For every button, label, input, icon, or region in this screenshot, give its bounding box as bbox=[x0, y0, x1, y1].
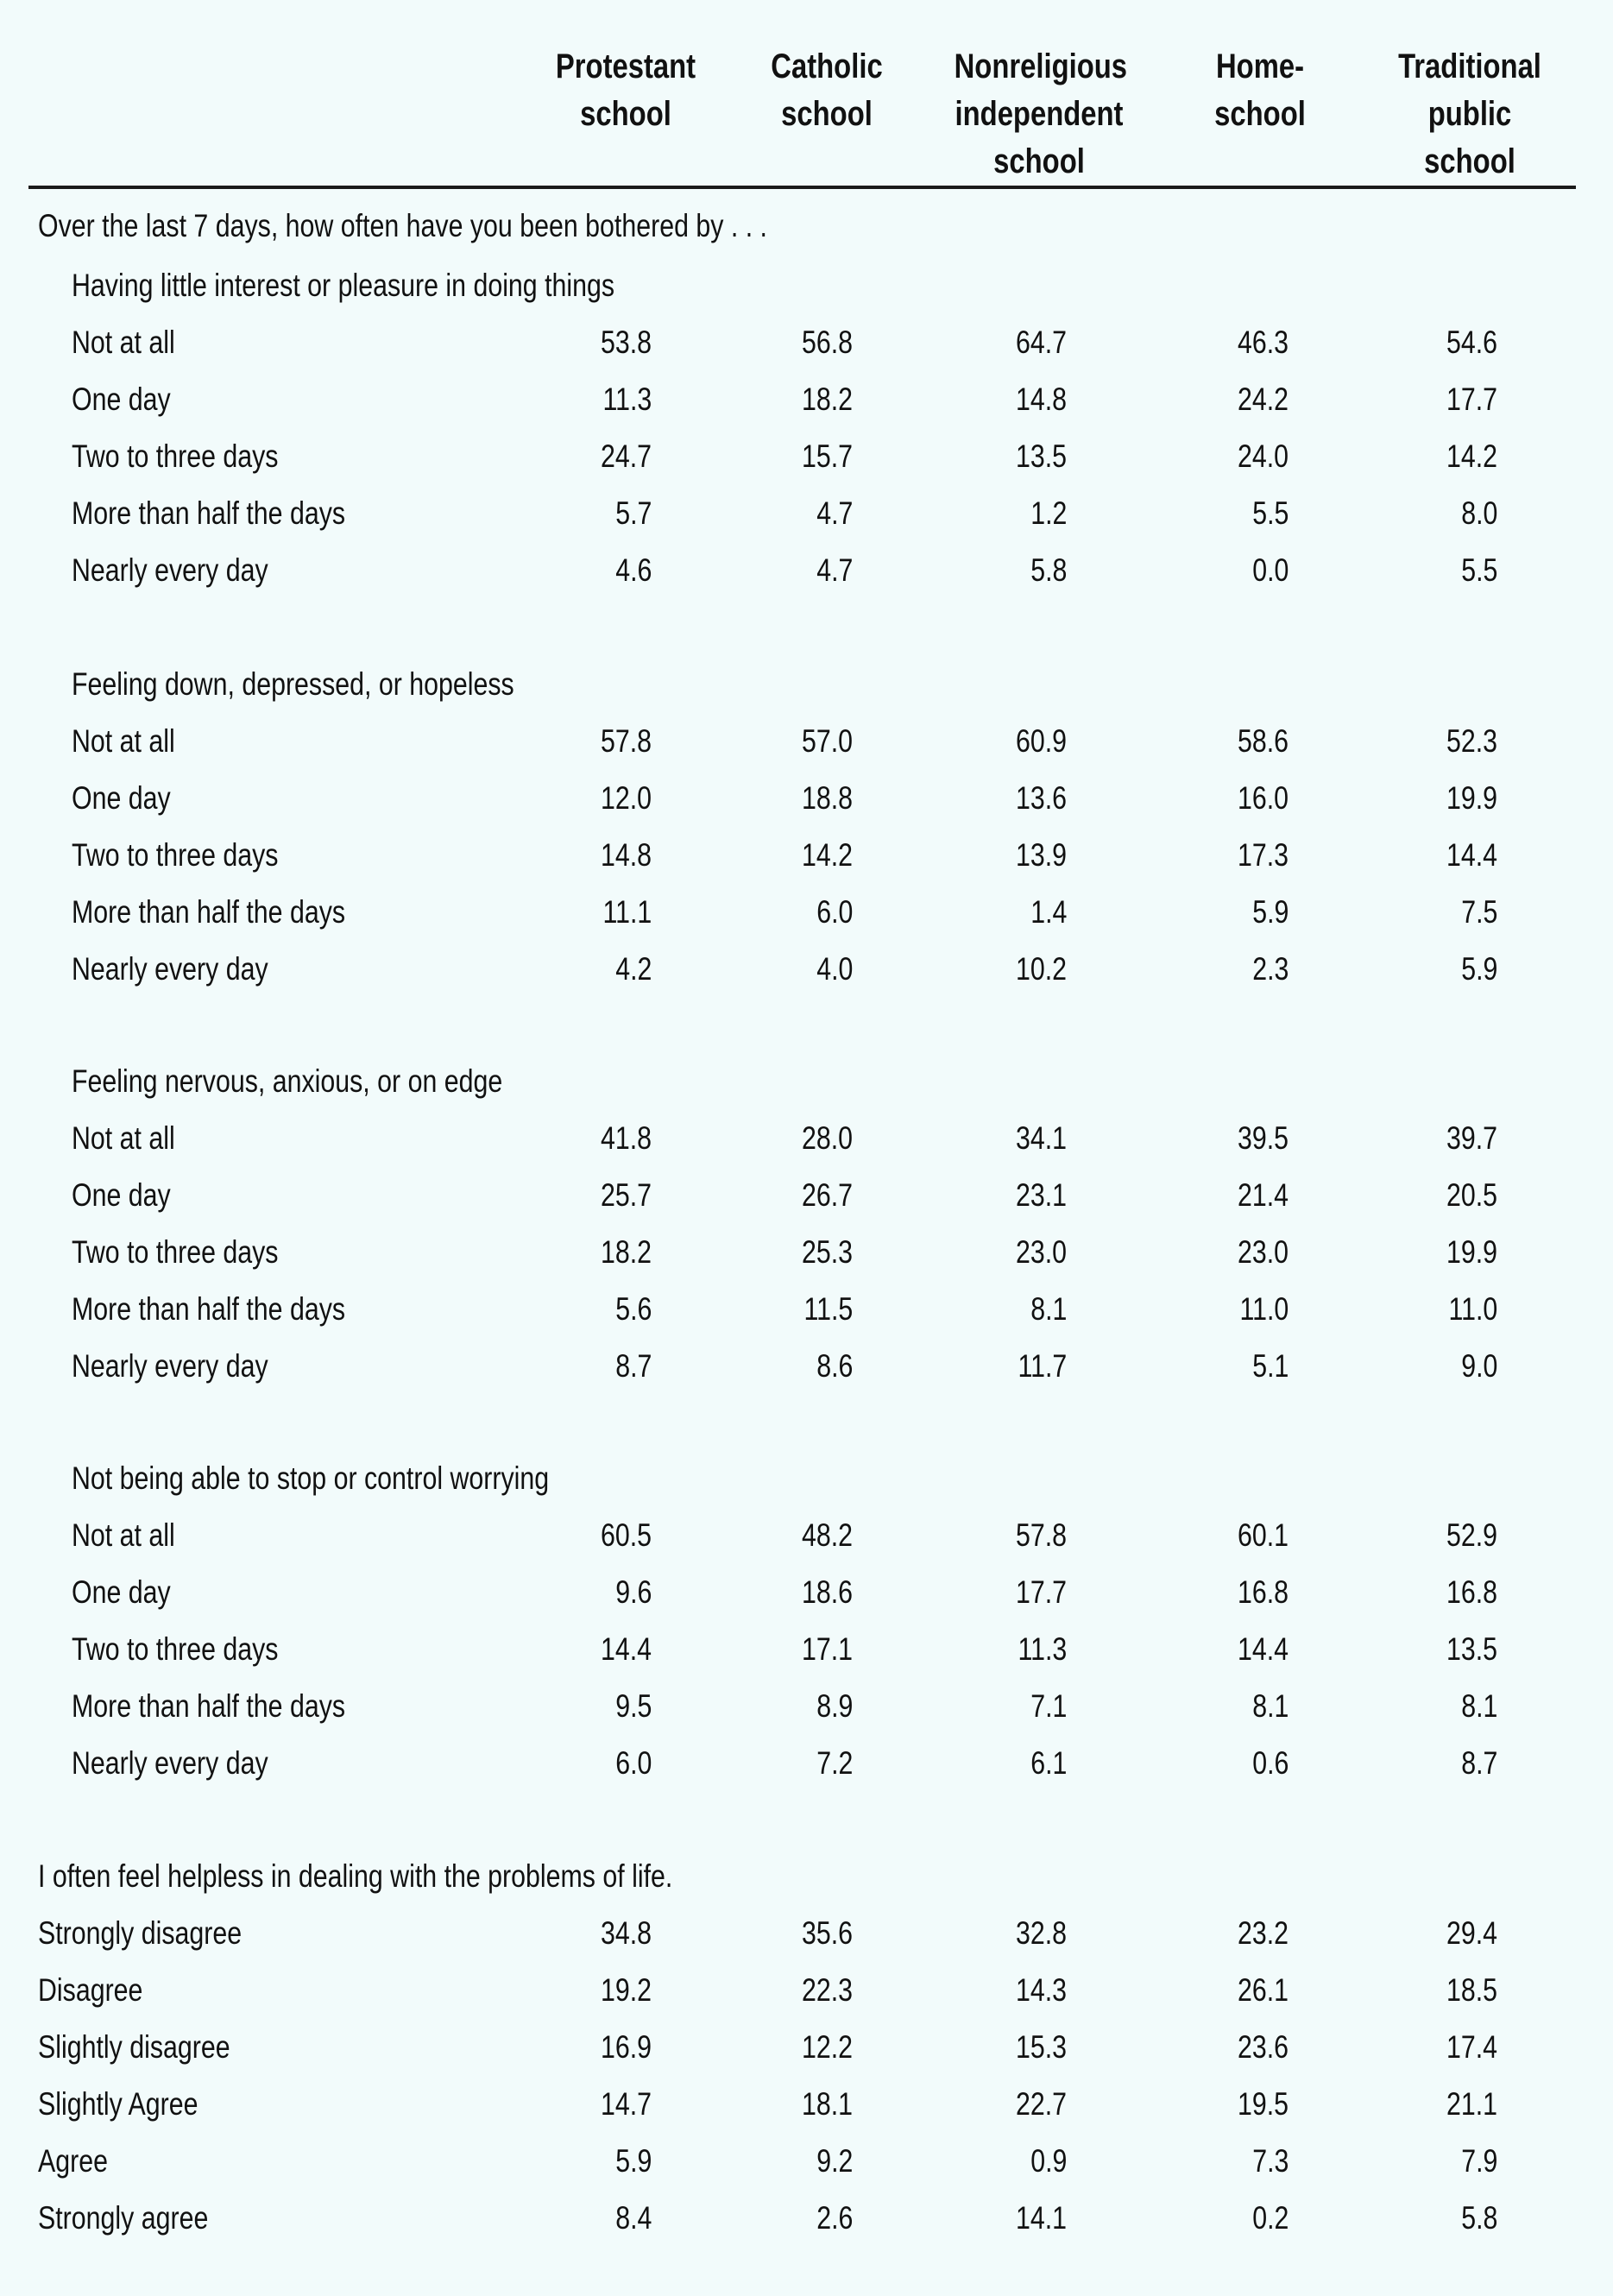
cell-value: 1.2 bbox=[1030, 495, 1067, 531]
header-line: school bbox=[1214, 95, 1306, 133]
cell-value: 8.6 bbox=[816, 1348, 853, 1384]
header-line: school bbox=[1424, 142, 1515, 180]
cell-value: 5.7 bbox=[614, 495, 652, 531]
column-header-catholic bbox=[723, 43, 930, 138]
cell-value: 18.6 bbox=[801, 1574, 853, 1610]
row-label: One day bbox=[72, 1574, 171, 1610]
column-header-nonreligious bbox=[936, 43, 1143, 186]
table-row bbox=[0, 1962, 1613, 2019]
cell-value: 13.6 bbox=[1015, 780, 1067, 816]
table-row bbox=[0, 941, 1613, 998]
section-title: Feeling down, depressed, or hopeless bbox=[72, 666, 514, 702]
cell-value: 5.6 bbox=[614, 1291, 652, 1327]
row-label: Two to three days bbox=[72, 1631, 279, 1667]
cell-value: 14.1 bbox=[1015, 2200, 1067, 2236]
row-label: More than half the days bbox=[72, 1688, 346, 1724]
cell-value: 12.2 bbox=[801, 2029, 853, 2065]
cell-value: 6.0 bbox=[614, 1745, 652, 1781]
cell-value: 9.5 bbox=[614, 1688, 652, 1724]
column-header-traditional-public bbox=[1366, 43, 1573, 186]
section-title: Feeling nervous, anxious, or on edge bbox=[72, 1063, 503, 1099]
cell-value: 4.0 bbox=[816, 951, 853, 987]
row-label: Not at all bbox=[72, 325, 175, 360]
cell-value: 19.2 bbox=[600, 1972, 652, 2008]
cell-value: 14.2 bbox=[1446, 438, 1497, 474]
cell-value: 17.7 bbox=[1446, 382, 1497, 417]
cell-value: 0.2 bbox=[1251, 2200, 1289, 2236]
table-row bbox=[0, 1338, 1613, 1395]
header-line: school bbox=[781, 95, 873, 133]
cell-value: 7.2 bbox=[816, 1745, 853, 1781]
section-title: Not being able to stop or control worrying bbox=[72, 1460, 550, 1496]
row-label: Not at all bbox=[72, 1120, 175, 1156]
cell-value: 34.1 bbox=[1015, 1120, 1067, 1156]
cell-value: 46.3 bbox=[1237, 325, 1289, 360]
row-label: Disagree bbox=[38, 1972, 143, 2008]
cell-value: 21.4 bbox=[1237, 1177, 1289, 1213]
row-label: More than half the days bbox=[72, 495, 346, 531]
cell-value: 9.6 bbox=[614, 1574, 652, 1610]
header-line: independent bbox=[955, 95, 1124, 133]
table-row bbox=[0, 1224, 1613, 1281]
row-label: Agree bbox=[38, 2143, 108, 2179]
header-line: school bbox=[580, 95, 671, 133]
cell-value: 8.1 bbox=[1460, 1688, 1497, 1724]
cell-value: 11.0 bbox=[1239, 1291, 1289, 1327]
cell-value: 4.6 bbox=[614, 552, 652, 588]
section-title: I often feel helpless in dealing with the problems of life. bbox=[38, 1858, 673, 1894]
table-row bbox=[0, 1110, 1613, 1167]
row-label: Two to three days bbox=[72, 1234, 279, 1270]
cell-value: 21.1 bbox=[1446, 2086, 1497, 2122]
cell-value: 0.0 bbox=[1251, 552, 1289, 588]
cell-value: 19.9 bbox=[1446, 780, 1497, 816]
section-title-row bbox=[0, 656, 1613, 713]
cell-value: 60.1 bbox=[1237, 1517, 1289, 1553]
table-row bbox=[0, 428, 1613, 485]
cell-value: 14.4 bbox=[600, 1631, 652, 1667]
row-label: More than half the days bbox=[72, 894, 346, 930]
table-row bbox=[0, 2076, 1613, 2133]
cell-value: 25.3 bbox=[801, 1234, 853, 1270]
cell-value: 26.1 bbox=[1237, 1972, 1289, 2008]
row-label: Strongly disagree bbox=[38, 1915, 243, 1951]
cell-value: 17.3 bbox=[1237, 837, 1289, 873]
cell-value: 60.9 bbox=[1015, 723, 1067, 759]
cell-value: 14.4 bbox=[1446, 837, 1497, 873]
cell-value: 4.7 bbox=[816, 552, 853, 588]
cell-value: 22.7 bbox=[1015, 2086, 1067, 2122]
cell-value: 14.4 bbox=[1237, 1631, 1289, 1667]
cell-value: 5.9 bbox=[1460, 951, 1497, 987]
cell-value: 14.2 bbox=[801, 837, 853, 873]
cell-value: 0.9 bbox=[1030, 2143, 1067, 2179]
cell-value: 18.5 bbox=[1446, 1972, 1497, 2008]
table-row bbox=[0, 1167, 1613, 1224]
cell-value: 0.6 bbox=[1251, 1745, 1289, 1781]
cell-value: 18.8 bbox=[801, 780, 853, 816]
row-label: Not at all bbox=[72, 1517, 175, 1553]
header-line: Catholic bbox=[771, 47, 883, 85]
row-label: Strongly agree bbox=[38, 2200, 209, 2236]
table-row bbox=[0, 1678, 1613, 1735]
cell-value: 58.6 bbox=[1237, 723, 1289, 759]
cell-value: 11.5 bbox=[803, 1291, 853, 1327]
cell-value: 15.7 bbox=[801, 438, 853, 474]
cell-value: 5.8 bbox=[1030, 552, 1067, 588]
cell-value: 16.0 bbox=[1237, 780, 1289, 816]
cell-value: 8.7 bbox=[1460, 1745, 1497, 1781]
cell-value: 41.8 bbox=[600, 1120, 652, 1156]
cell-value: 7.9 bbox=[1460, 2143, 1497, 2179]
cell-value: 8.1 bbox=[1251, 1688, 1289, 1724]
cell-value: 19.9 bbox=[1446, 1234, 1497, 1270]
cell-value: 2.3 bbox=[1251, 951, 1289, 987]
cell-value: 57.8 bbox=[1015, 1517, 1067, 1553]
cell-value: 56.8 bbox=[801, 325, 853, 360]
section-title-row bbox=[0, 1450, 1613, 1507]
cell-value: 11.1 bbox=[602, 894, 652, 930]
cell-value: 23.6 bbox=[1237, 2029, 1289, 2065]
table-row bbox=[0, 1507, 1613, 1564]
cell-value: 9.2 bbox=[816, 2143, 853, 2179]
cell-value: 35.6 bbox=[801, 1915, 853, 1951]
table-row bbox=[0, 1905, 1613, 1962]
cell-value: 16.8 bbox=[1237, 1574, 1289, 1610]
intro-row bbox=[0, 198, 1613, 255]
cell-value: 60.5 bbox=[600, 1517, 652, 1553]
table-row bbox=[0, 884, 1613, 941]
cell-value: 25.7 bbox=[600, 1177, 652, 1213]
cell-value: 32.8 bbox=[1015, 1915, 1067, 1951]
cell-value: 5.5 bbox=[1460, 552, 1497, 588]
cell-value: 17.1 bbox=[801, 1631, 853, 1667]
cell-value: 1.4 bbox=[1030, 894, 1067, 930]
table-row bbox=[0, 314, 1613, 371]
cell-value: 8.7 bbox=[614, 1348, 652, 1384]
cell-value: 13.5 bbox=[1015, 438, 1067, 474]
cell-value: 22.3 bbox=[801, 1972, 853, 2008]
cell-value: 18.2 bbox=[600, 1234, 652, 1270]
cell-value: 5.1 bbox=[1251, 1348, 1289, 1384]
cell-value: 34.8 bbox=[600, 1915, 652, 1951]
cell-value: 8.0 bbox=[1460, 495, 1497, 531]
cell-value: 13.5 bbox=[1446, 1631, 1497, 1667]
row-label: Nearly every day bbox=[72, 552, 268, 588]
cell-value: 10.2 bbox=[1015, 951, 1067, 987]
cell-value: 18.1 bbox=[801, 2086, 853, 2122]
header-line: school bbox=[993, 142, 1085, 180]
cell-value: 5.9 bbox=[1251, 894, 1289, 930]
cell-value: 8.4 bbox=[614, 2200, 652, 2236]
cell-value: 11.7 bbox=[1018, 1348, 1067, 1384]
cell-value: 5.8 bbox=[1460, 2200, 1497, 2236]
row-label: One day bbox=[72, 1177, 171, 1213]
cell-value: 23.0 bbox=[1237, 1234, 1289, 1270]
column-header-protestant bbox=[522, 43, 729, 138]
row-label: Nearly every day bbox=[72, 1745, 268, 1781]
column-header-homeschool bbox=[1156, 43, 1364, 138]
row-label: Nearly every day bbox=[72, 951, 268, 987]
cell-value: 57.0 bbox=[801, 723, 853, 759]
row-label: More than half the days bbox=[72, 1291, 346, 1327]
section-title-row bbox=[0, 1053, 1613, 1110]
cell-value: 23.1 bbox=[1015, 1177, 1067, 1213]
cell-value: 7.3 bbox=[1251, 2143, 1289, 2179]
header-line: Protestant bbox=[555, 47, 696, 85]
table-row bbox=[0, 1621, 1613, 1678]
cell-value: 48.2 bbox=[801, 1517, 853, 1553]
cell-value: 14.7 bbox=[600, 2086, 652, 2122]
row-label: Two to three days bbox=[72, 837, 279, 873]
cell-value: 20.5 bbox=[1446, 1177, 1497, 1213]
table-row bbox=[0, 1735, 1613, 1792]
cell-value: 19.5 bbox=[1237, 2086, 1289, 2122]
table-row bbox=[0, 485, 1613, 542]
header-line: Traditional bbox=[1398, 47, 1541, 85]
cell-value: 23.2 bbox=[1237, 1915, 1289, 1951]
cell-value: 24.2 bbox=[1237, 382, 1289, 417]
cell-value: 24.7 bbox=[600, 438, 652, 474]
cell-value: 6.0 bbox=[816, 894, 853, 930]
cell-value: 4.7 bbox=[816, 495, 853, 531]
row-label: One day bbox=[72, 780, 171, 816]
cell-value: 5.9 bbox=[614, 2143, 652, 2179]
cell-value: 14.3 bbox=[1015, 1972, 1067, 2008]
header-line: Home- bbox=[1215, 47, 1305, 85]
cell-value: 11.3 bbox=[1018, 1631, 1067, 1667]
section-title: Having little interest or pleasure in doing things bbox=[72, 268, 615, 303]
table-row bbox=[0, 1281, 1613, 1338]
cell-value: 2.6 bbox=[816, 2200, 853, 2236]
table-row bbox=[0, 2019, 1613, 2076]
cell-value: 28.0 bbox=[801, 1120, 853, 1156]
cell-value: 8.9 bbox=[816, 1688, 853, 1724]
header-line: Nonreligious bbox=[954, 47, 1128, 85]
header-line: public bbox=[1427, 95, 1512, 133]
row-label: Not at all bbox=[72, 723, 175, 759]
cell-value: 52.3 bbox=[1446, 723, 1497, 759]
cell-value: 12.0 bbox=[600, 780, 652, 816]
table-row bbox=[0, 770, 1613, 827]
cell-value: 54.6 bbox=[1446, 325, 1497, 360]
section-title-row bbox=[0, 1848, 1613, 1905]
header-divider bbox=[28, 186, 1576, 189]
cell-value: 5.5 bbox=[1251, 495, 1289, 531]
cell-value: 29.4 bbox=[1446, 1915, 1497, 1951]
cell-value: 17.7 bbox=[1015, 1574, 1067, 1610]
row-label: Slightly Agree bbox=[38, 2086, 198, 2122]
row-label: One day bbox=[72, 382, 171, 417]
cell-value: 11.3 bbox=[602, 382, 652, 417]
cell-value: 16.9 bbox=[600, 2029, 652, 2065]
cell-value: 64.7 bbox=[1015, 325, 1067, 360]
cell-value: 9.0 bbox=[1460, 1348, 1497, 1384]
row-label: Nearly every day bbox=[72, 1348, 268, 1384]
intro-text: Over the last 7 days, how often have you been bothered by . . . bbox=[38, 208, 767, 243]
cell-value: 14.8 bbox=[600, 837, 652, 873]
cell-value: 39.7 bbox=[1446, 1120, 1497, 1156]
cell-value: 13.9 bbox=[1015, 837, 1067, 873]
table-row bbox=[0, 713, 1613, 770]
cell-value: 11.0 bbox=[1448, 1291, 1497, 1327]
cell-value: 17.4 bbox=[1446, 2029, 1497, 2065]
cell-value: 14.8 bbox=[1015, 382, 1067, 417]
cell-value: 16.8 bbox=[1446, 1574, 1497, 1610]
cell-value: 6.1 bbox=[1030, 1745, 1067, 1781]
cell-value: 57.8 bbox=[600, 723, 652, 759]
cell-value: 4.2 bbox=[614, 951, 652, 987]
table-row bbox=[0, 371, 1613, 428]
row-label: Slightly disagree bbox=[38, 2029, 230, 2065]
cell-value: 7.5 bbox=[1460, 894, 1497, 930]
cell-value: 18.2 bbox=[801, 382, 853, 417]
table-row bbox=[0, 827, 1613, 884]
row-label: Two to three days bbox=[72, 438, 279, 474]
cell-value: 24.0 bbox=[1237, 438, 1289, 474]
cell-value: 8.1 bbox=[1030, 1291, 1067, 1327]
cell-value: 23.0 bbox=[1015, 1234, 1067, 1270]
cell-value: 26.7 bbox=[801, 1177, 853, 1213]
table-row bbox=[0, 542, 1613, 599]
table-row bbox=[0, 2133, 1613, 2190]
cell-value: 15.3 bbox=[1015, 2029, 1067, 2065]
cell-value: 53.8 bbox=[600, 325, 652, 360]
table-row bbox=[0, 2190, 1613, 2247]
cell-value: 7.1 bbox=[1030, 1688, 1067, 1724]
section-title-row bbox=[0, 257, 1613, 314]
cell-value: 39.5 bbox=[1237, 1120, 1289, 1156]
table-row bbox=[0, 1564, 1613, 1621]
cell-value: 52.9 bbox=[1446, 1517, 1497, 1553]
